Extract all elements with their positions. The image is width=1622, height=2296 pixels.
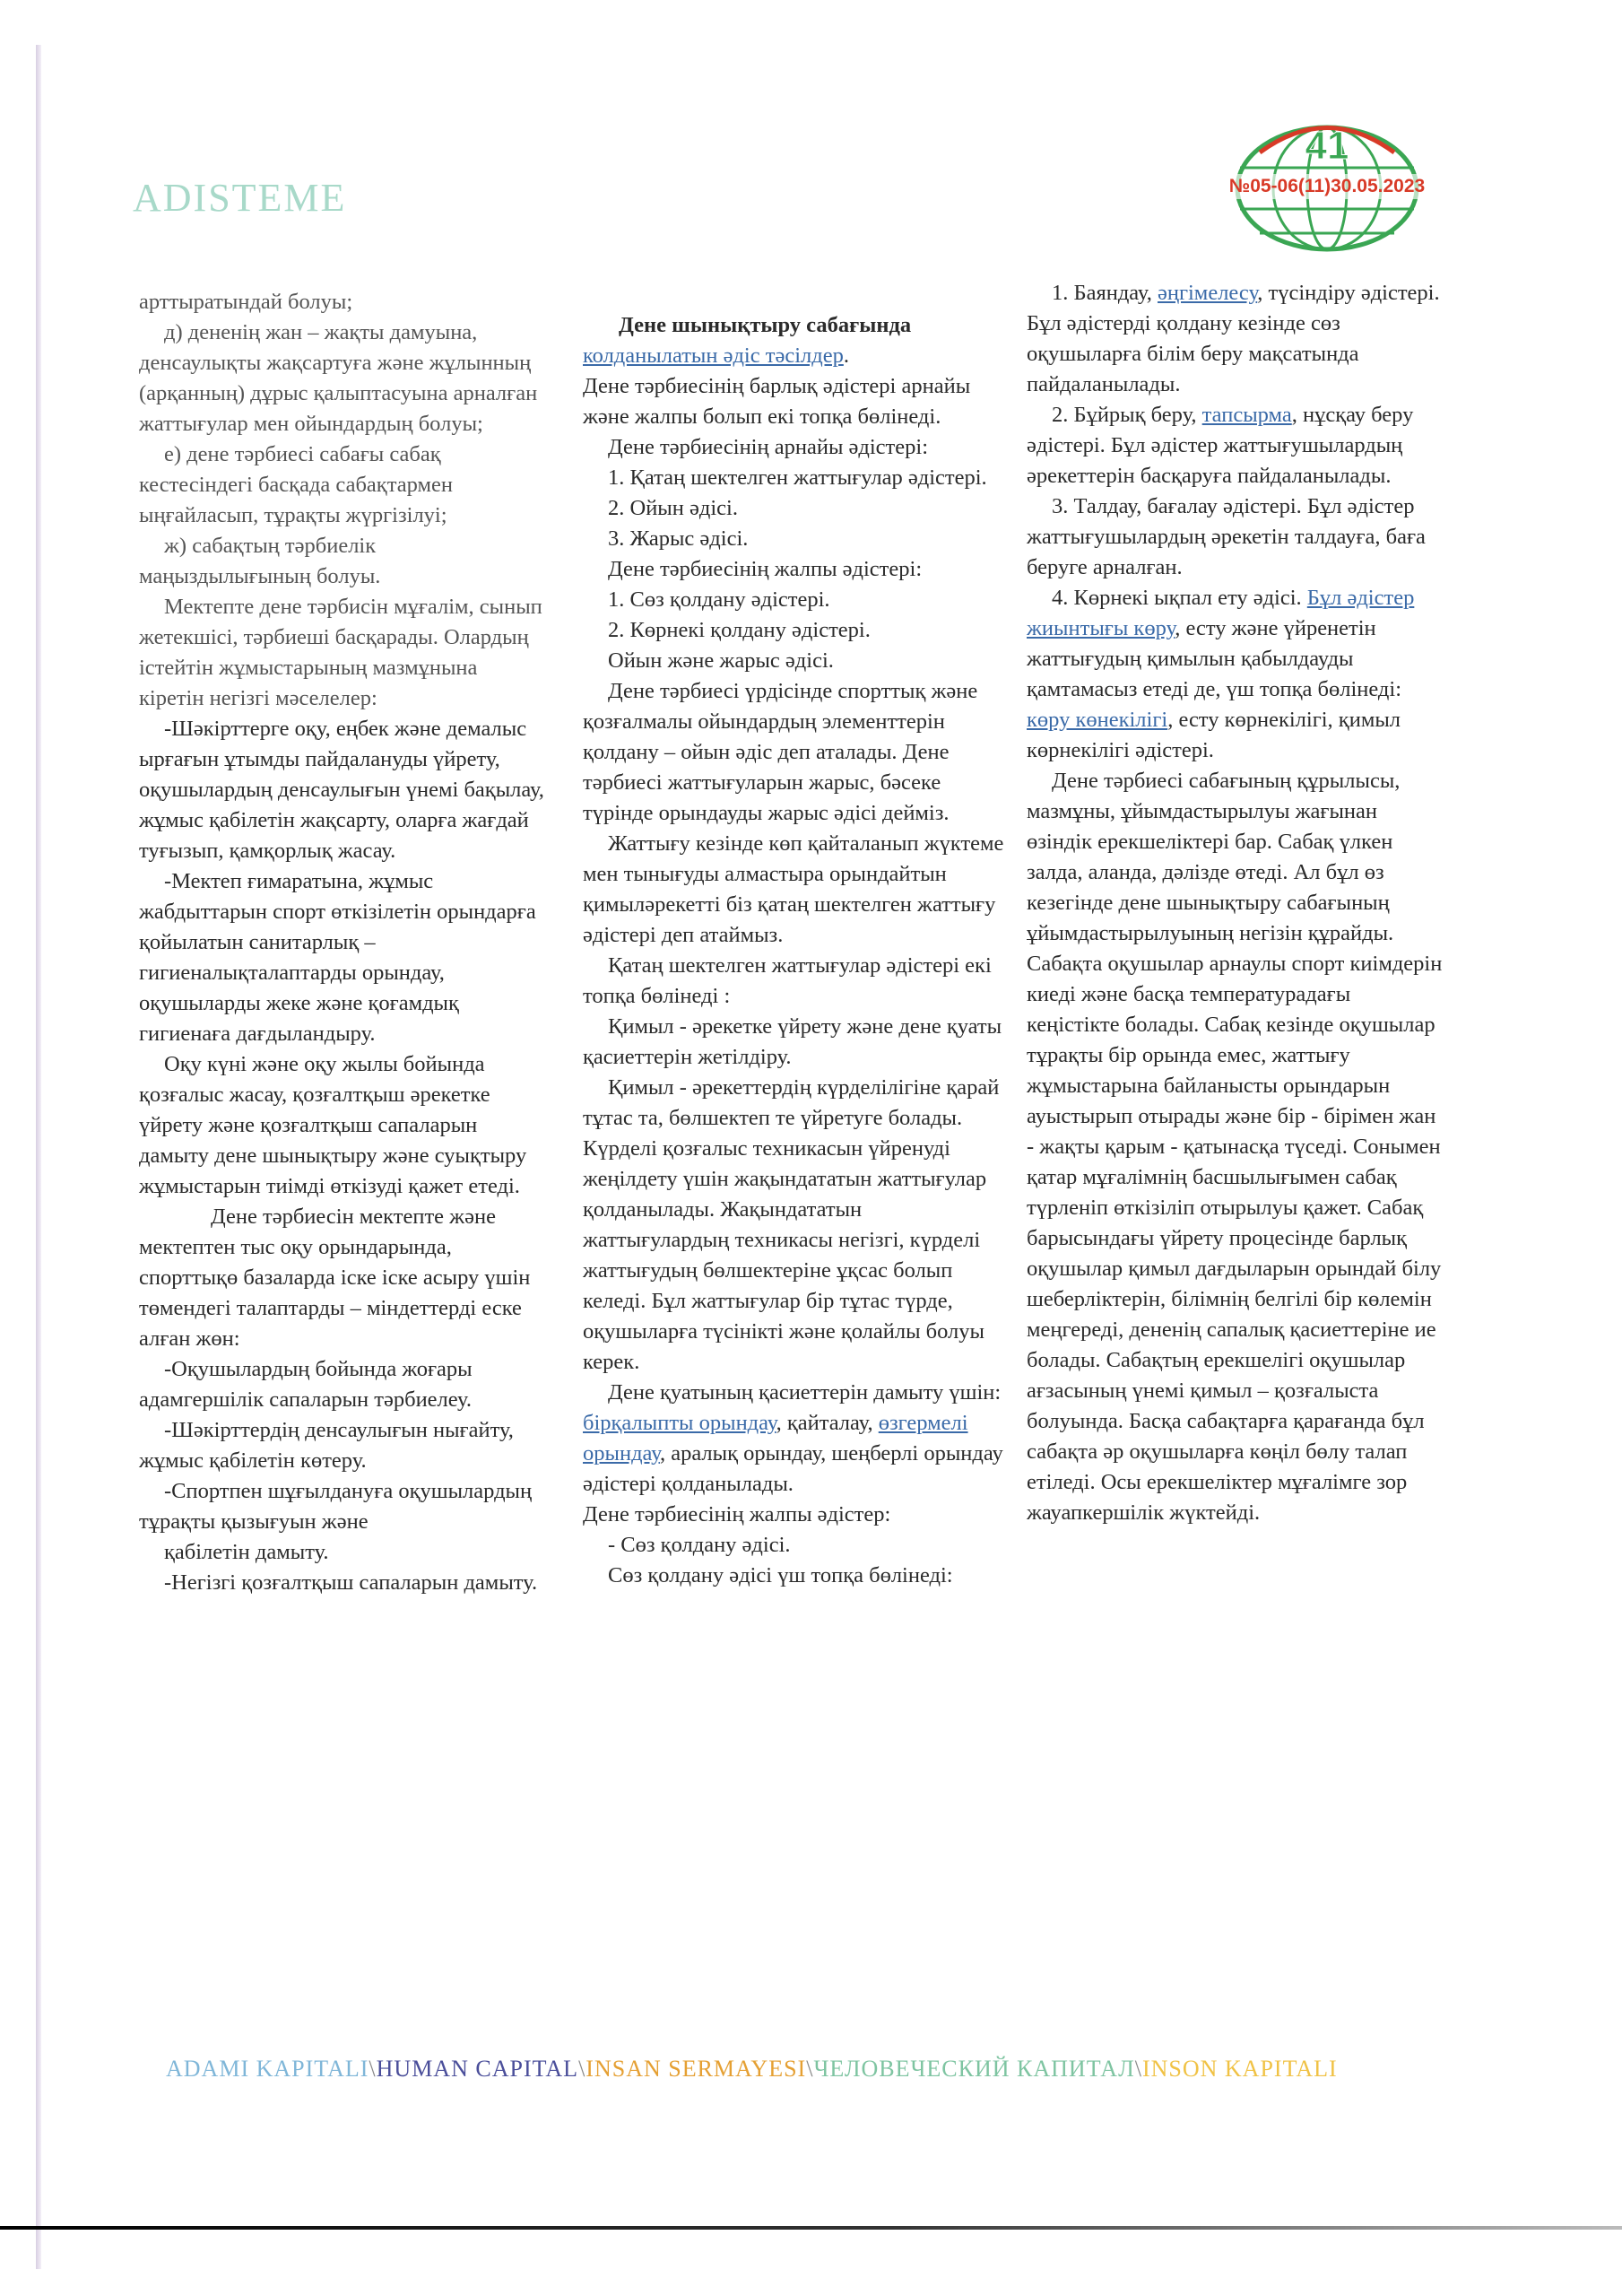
paragraph: Жаттығу кезінде көп қайталанып жүктеме мен тынығуды алмастыра орындайтын қимыләрекетті біз қатаң шектелген жаттығу әдістері деп атаймыз. bbox=[583, 831, 1004, 947]
paragraph-text: , есту және үйренетін жаттығудың қимылын қабылдауды қамтамасыз етеді де, үш топқа бөлінеді: bbox=[1027, 616, 1402, 701]
paragraph: қабілетін дамыту. bbox=[164, 1540, 329, 1564]
paragraph-text: 1. Баяндау, bbox=[1052, 281, 1158, 305]
paragraph: Қимыл - әрекетке үйрету және дене қуаты қасиеттерін жетілдіру. bbox=[583, 1014, 1002, 1069]
footer-separator: \ bbox=[369, 2056, 377, 2082]
paragraph-text: , нұсқау беру әдістері. Бұл әдістер жаттығушылардың әрекеттерін басқаруға пайдаланылады. bbox=[1027, 403, 1414, 488]
bottom-rule bbox=[0, 2226, 1622, 2230]
paragraph: -Спортпен шұғылдануға оқушылардың тұрақты қызығуын және bbox=[139, 1479, 533, 1534]
heading-end: . bbox=[843, 344, 849, 368]
journal-title: ADISTEME bbox=[133, 176, 347, 220]
list-item bbox=[1027, 400, 1444, 491]
paragraph: Дене тәрбиесі үрдісінде спорттық және қозғалмалы ойындардың элементтерін қолдану – ойын әдіс деп аталады. Дене тәрбиесі жаттығуларын жарыс, бәсеке түрінде орындауды жарыс әдісі дейміз. bbox=[583, 679, 978, 825]
heading-text: Дене шынықтыру сабағында bbox=[619, 313, 912, 337]
link-task[interactable]: тапсырма bbox=[1201, 403, 1292, 427]
list-item bbox=[1027, 278, 1444, 400]
paragraph: -Шәкірттердің денсаулығын нығайту, жұмыс қабілетін көтеру. bbox=[139, 1418, 514, 1473]
column-1 bbox=[139, 287, 547, 1598]
column-3 bbox=[1027, 278, 1444, 1528]
paragraph-text: 4. Көрнекі ықпал ету әдісі. bbox=[1052, 586, 1307, 610]
paragraph: е) дене тәрбиесі сабағы сабақ кестесіндегі басқада сабақтармен ыңғайласып, тұрақты жүргізілуі; bbox=[139, 442, 453, 527]
list-item: 2. Ойын әдісі. bbox=[608, 496, 738, 520]
paragraph: Дене тәрбиесін мектепте және мектептен тыс оқу орындарында, спорттықө базаларда іске іске асыру үшін төмендегі талаптарды – міндеттерді еске алған жөн: bbox=[139, 1205, 531, 1351]
footer-separator: \ bbox=[1134, 2056, 1142, 2082]
paragraph: Оқу күні және оқу жылы бойында қозғалыс жасау, қозғалтқыш әрекетке үйрету және қозғалтқыш сапаларын дамыту дене шынықтыру және суықтыру жұмыстарын тиімді өткізуді қажет етеді. bbox=[139, 1052, 527, 1198]
paragraph-text: , түсіндіру әдістері. Бұл әдістерді қолдану кезінде сөз оқушыларға білім беру мақсатында пайдаланылады. bbox=[1027, 281, 1440, 396]
paragraph-text: 2. Бұйрық беру, bbox=[1052, 403, 1202, 427]
heading-link[interactable]: колданылатын әдіс тәсілдер bbox=[583, 344, 844, 368]
footer-part: ЧЕЛОВЕЧЕСКИЙ КАПИТАЛ bbox=[813, 2056, 1135, 2082]
list-item: 2. Көрнекі қолдану әдістері. bbox=[608, 618, 871, 642]
paragraph: Мектепте дене тәрбисін мұғалім, сынып жетекшісі, тәрбиеші басқарады. Олардың істейтін жұмыстарының мазмұнына кіретін негізгі мәселелер: bbox=[139, 595, 542, 710]
footer-part: INSON KAPITALI bbox=[1141, 2056, 1338, 2082]
paragraph: -Шәкірттерге оқу, еңбек және демалыс ырғағын ұтымды пайдалануды үйрету, оқушылардың денсаулығын үнемі бақылау, жұмыс қабілетін жақсарту, оларға жағдай туғызып, қамқорлық жасау. bbox=[139, 717, 544, 863]
list-item: 3. Жарыс әдісі. bbox=[608, 526, 749, 551]
paragraph: Дене тәрбиесінің жалпы әдістер: bbox=[583, 1502, 891, 1526]
footer-part: ADAMI KAPITALI bbox=[166, 2056, 369, 2082]
link-uniform-execution[interactable]: бірқалыпты орындау bbox=[583, 1411, 776, 1435]
paragraph: Дене тәрбиесінің арнайы әдістері: bbox=[608, 435, 928, 459]
footer-banner bbox=[166, 2056, 1466, 2083]
column-2 bbox=[583, 287, 1004, 1591]
paragraph: -Мектеп ғимаратына, жұмыс жабдыттарын спорт өткізілетін орындарға қойылатын санитарлық – гигиеналықталаптарды орындау, оқушыларды жеке және қоғамдық гигиенаға дағдыландыру. bbox=[139, 869, 536, 1046]
issue-number: №05-06(11)30.05.2023 bbox=[1203, 174, 1451, 199]
paragraph bbox=[583, 1378, 1004, 1500]
paragraph-text: , есту көрнекілігі, қимыл көрнекілігі әдістері. bbox=[1027, 708, 1401, 762]
paragraph: Дене тәрбиесінің жалпы әдістері: bbox=[608, 557, 923, 581]
list-item bbox=[1027, 583, 1444, 766]
paragraph-text: , аралық орындау, шеңберлі орындау әдістері қолданылады. bbox=[583, 1441, 1003, 1496]
link-conversation[interactable]: әңгімелесу bbox=[1157, 281, 1258, 305]
list-item: 1. Қатаң шектелген жаттығулар әдістері. bbox=[608, 465, 987, 490]
list-item: 1. Сөз қолдану әдістері. bbox=[608, 587, 830, 612]
list-item: 3. Талдау, бағалау әдістері. Бұл әдістер жаттығушылардың әрекетін талдауға, баға беруге арналған. bbox=[1027, 494, 1426, 579]
section-heading bbox=[583, 310, 1004, 371]
footer-separator: \ bbox=[578, 2056, 586, 2082]
paragraph: Ойын және жарыс әдісі. bbox=[608, 648, 834, 673]
paragraph: Қимыл - әрекеттердің күрделілігіне қарай тұтас та, бөлшектеп те үйретуге болады. Күрделі қозғалыс техникасын үйренуді жеңілдету үшін жақындататын жаттығулар қолданылады. Жақындататын жаттығулардың техникасы негізгі, күрделі жаттығудың бөлшектеріне ұқсас болып келеді. Бұл жаттығулар бір тұтас түрде, оқушыларға түсінікті және қолайлы болуы керек. bbox=[583, 1075, 1000, 1374]
footer-part: HUMAN CAPITAL bbox=[376, 2056, 579, 2082]
paragraph: Сөз қолдану әдісі үш топқа бөлінеді: bbox=[608, 1563, 953, 1587]
link-visual-methods[interactable]: Бұл әдістер жиынтығы көру bbox=[1027, 586, 1415, 640]
footer-part: INSAN SERMAYESI bbox=[585, 2056, 807, 2082]
paragraph: Қатаң шектелген жаттығулар әдістері екі топқа бөлінеді : bbox=[583, 953, 992, 1008]
link-visual-clarity[interactable]: көру көнекілігі bbox=[1027, 708, 1168, 732]
page-edge bbox=[36, 45, 41, 2269]
paragraph: Дене тәрбиесі сабағының құрылысы, мазмұны, ұйымдастырылуы жағынан өзіндік ерекшеліктері бар. Сабақ үлкен залда, аланда, дәлізде өтеді. Ал бұл өз кезегінде дене шынықтыру сабағының ұйымдастырылуының негізін құрайды. Сабақта оқушылар арнаулы спорт киімдерін киеді және басқа температурадағы кеңістікте болады. Сабақ кезінде оқушылар тұрақты бір орында емес, жаттығу жұмыстарына байланысты орындарын ауыстырып отырады және бір - бірімен жан - жақты қарым - қатынасқа түседі. Сонымен қатар мұғалімнің басшылығымен сабақ түрленіп өткізіліп отырылуы қажет. Сабақ барысындағы үйрету процесінде барлық оқушылар қимыл дағдыларын орындай білу шеберліктерін, білімнің белгілі бір көлемін меңгереді, дененің сапалық қасиеттеріне ие болады. Сабақтың ерекшелігі оқушылар ағзасының үнемі қимыл – қозғалыста болуында. Басқа сабақтарға қарағанда бұл сабақта әр оқушыларға көңіл бөлу талап етіледі. Осы ерекшеліктер мұғалімге зор жауапкершілік жүктейді. bbox=[1027, 769, 1443, 1525]
list-item: - Сөз қолдану әдісі. bbox=[608, 1533, 791, 1557]
paragraph: -Негізгі қозғалтқыш сапаларын дамыту. bbox=[164, 1570, 538, 1595]
paragraph: -Оқушылардың бойында жоғары адамгершілік сапаларын тәрбиелеу. bbox=[139, 1357, 473, 1412]
footer-separator: \ bbox=[806, 2056, 814, 2082]
paragraph: арттыратындай болуы; bbox=[139, 290, 353, 314]
link-variable-execution[interactable]: өзгермелі орындау bbox=[583, 1411, 968, 1465]
paragraph-text: Дене қуатының қасиеттерін дамыту үшін: bbox=[608, 1380, 1002, 1405]
page-number: 41 bbox=[1305, 124, 1349, 168]
paragraph: ж) сабақтың тәрбиелік маңыздылығының болуы. bbox=[139, 534, 381, 588]
paragraph-text: , қайталау, bbox=[776, 1411, 879, 1435]
paragraph: Дене тәрбиесінің барлық әдістері арнайы және жалпы болып екі топқа бөлінеді. bbox=[583, 374, 971, 429]
paragraph: д) дененің жан – жақты дамуына, денсаулықты жақсартуға және жұлынның (арқанның) дұрыс қалыптасуына арналған жаттығулар мен ойындардың болуы; bbox=[139, 320, 538, 436]
